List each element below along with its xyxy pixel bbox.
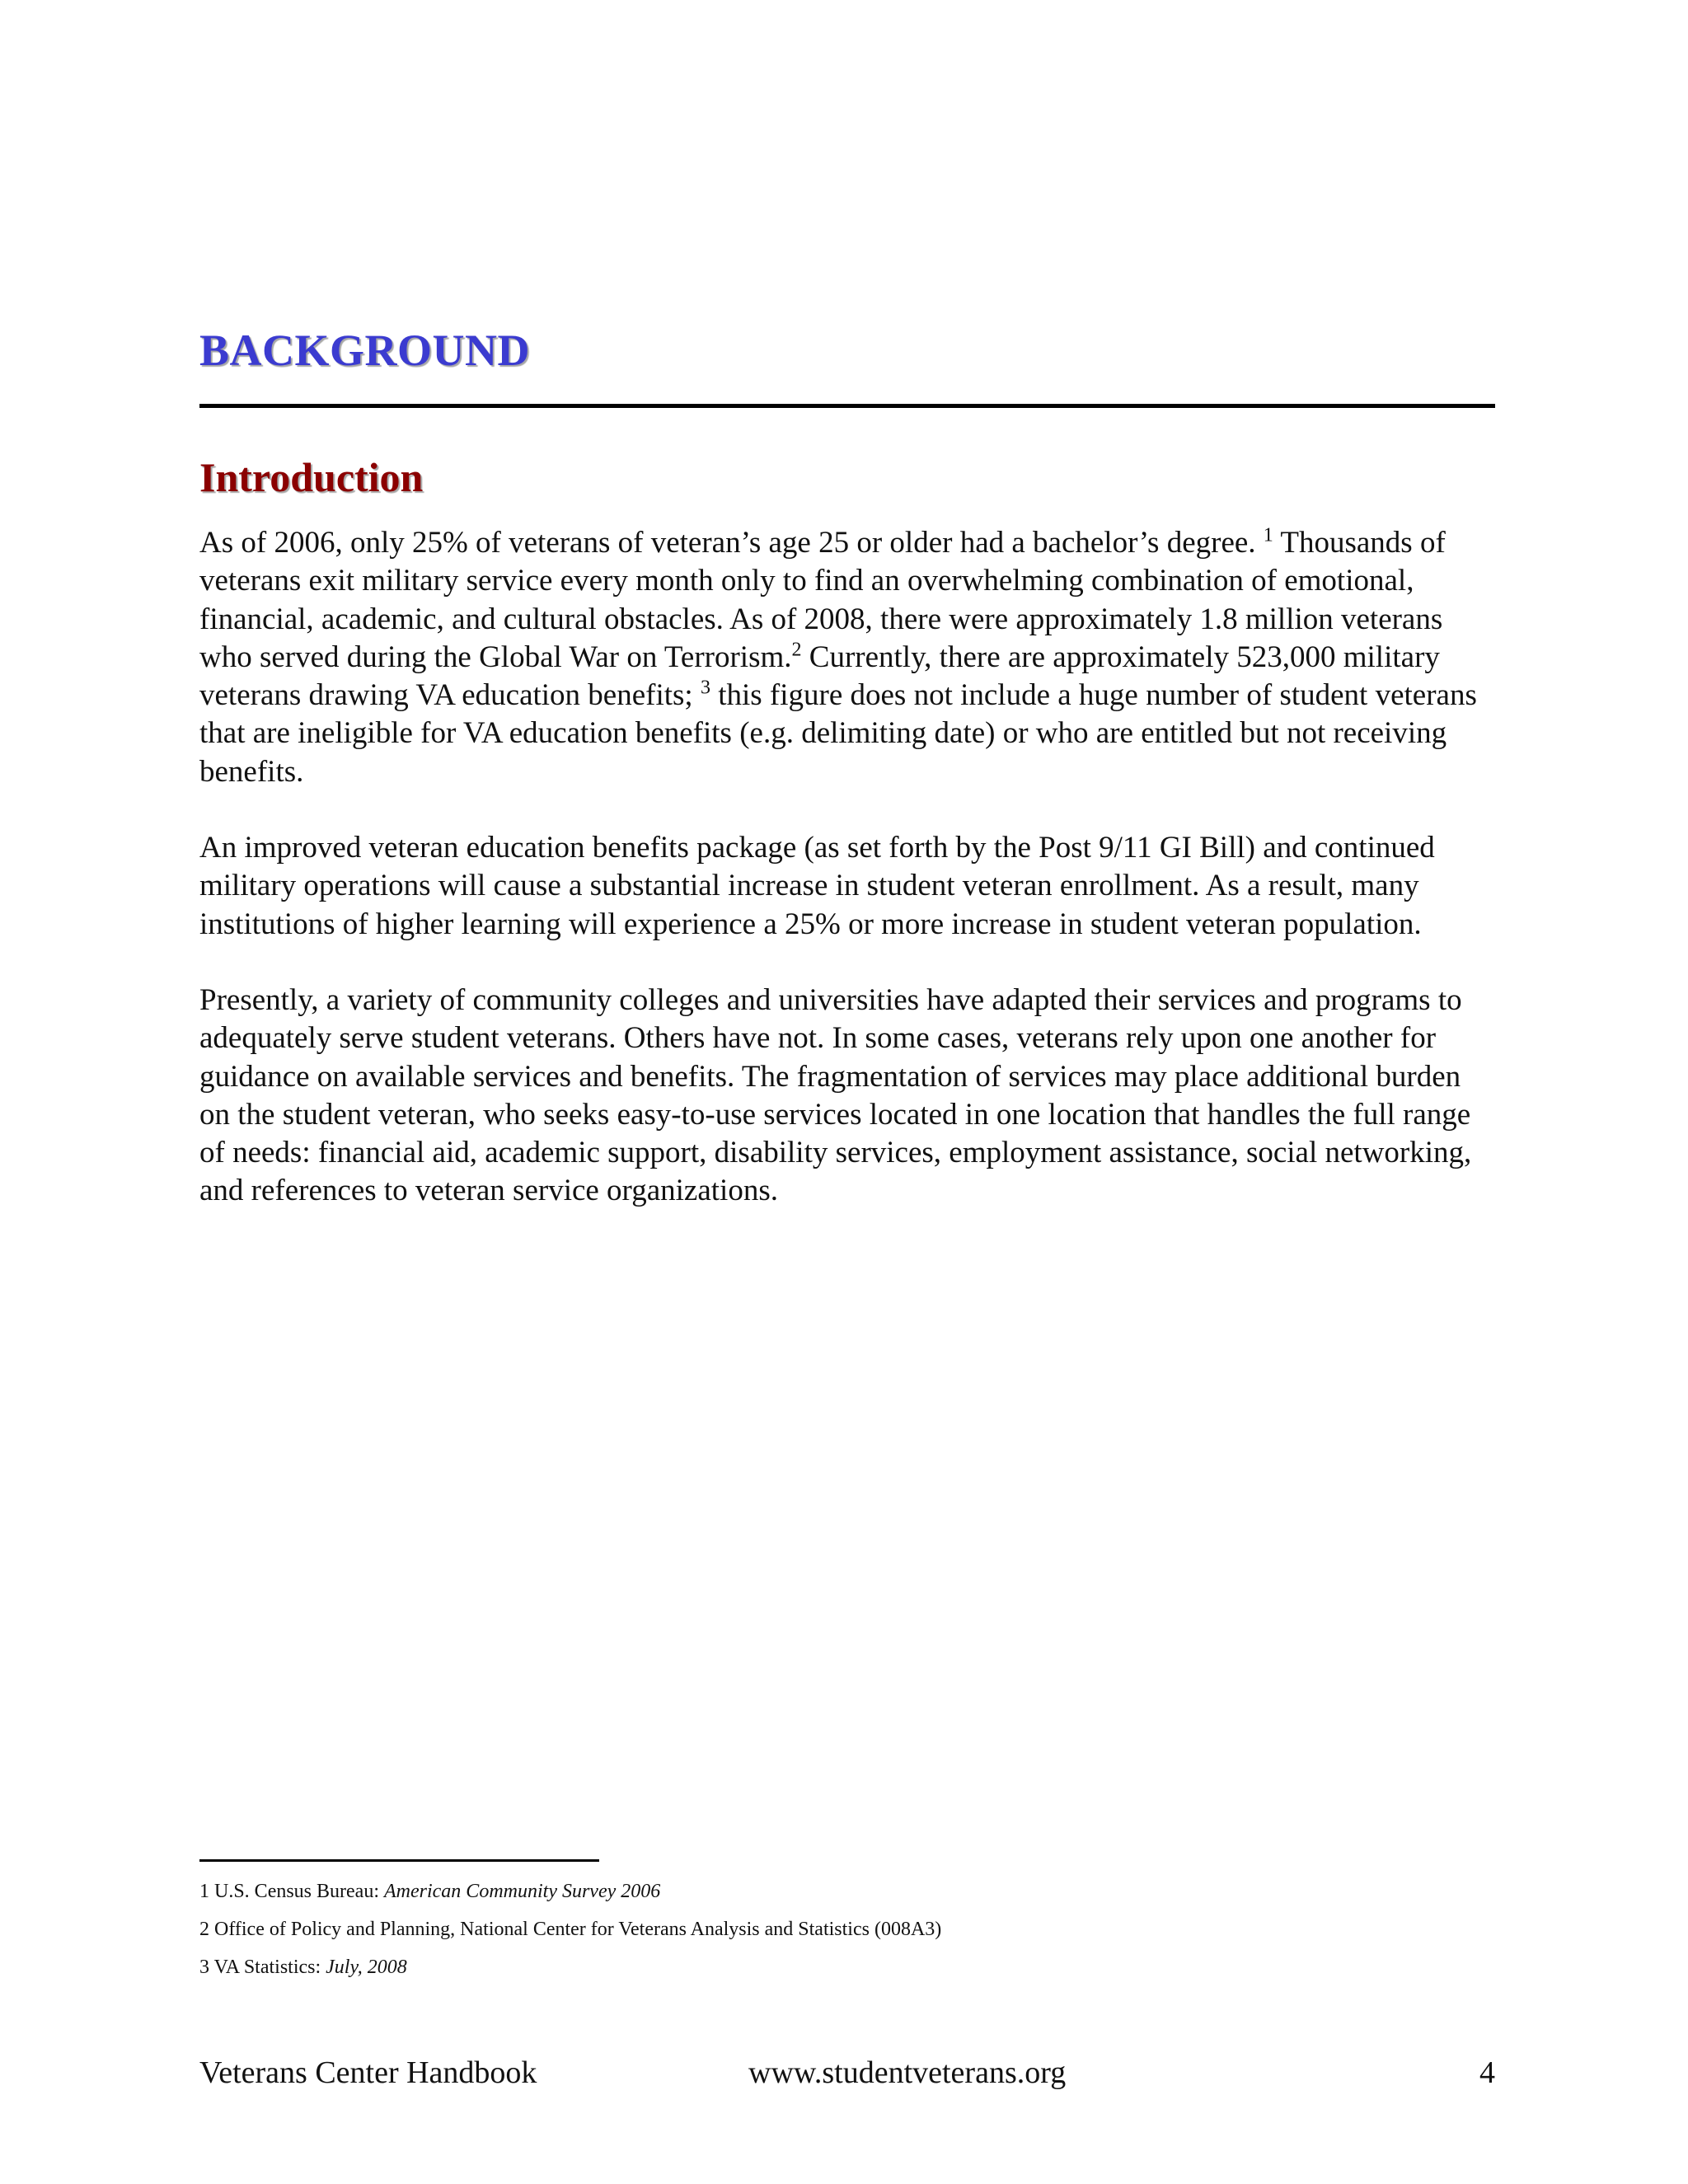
main-content: [199, 321, 1495, 1208]
footnote-ref-3: 3: [700, 677, 710, 699]
section-divider: [199, 404, 1495, 408]
paragraph-1-text-d: this figure does not include a huge number of student veterans that are ineligible for VA education benefits (e.g. delimiting date) or who are entitled but not receiving benefits.: [199, 678, 1477, 789]
body-text: [199, 524, 1495, 1249]
footer-title: Veterans Center Handbook: [199, 2055, 537, 2090]
page-number: 4: [1479, 2055, 1495, 2090]
page-footer: [199, 2052, 1495, 2093]
section-title: BACKGROUND: [199, 326, 531, 375]
footnote-ref-2: 2: [791, 639, 802, 661]
footnote-1-source: American Community Survey 2006: [384, 1881, 661, 1902]
paragraph-1-text-a: As of 2006, only 25% of veterans of veteran’s age 25 or older had a bachelor’s degree.: [199, 526, 1256, 560]
paragraph-3: Presently, a variety of community colleges and universities have adapted their services and programs to adequately serve student veterans. Others have not. In some cases, veterans rely upon one another for guidance on available services and benefits. The fragmentation of services may place additional burden on the student veteran, who seeks easy-to-use services located in one location that handles the full range of needs: financial aid, academic support, disability services, employment assistance, social networking, and references to veteran service organizations.: [199, 982, 1472, 1208]
footnote-2: [199, 1910, 1436, 1948]
footnote-1-text: 1 U.S. Census Bureau:: [199, 1881, 384, 1902]
footnote-3: [199, 1948, 1436, 1986]
footnotes: [199, 1872, 1436, 1986]
footnote-3-source: July, 2008: [326, 1957, 407, 1978]
footnote-3-text: 3 VA Statistics:: [199, 1957, 326, 1978]
paragraph-1: [199, 524, 1495, 791]
footnote-ref-1: 1: [1263, 524, 1273, 546]
footnote-1: [199, 1872, 1436, 1910]
footnote-2-text: 2 Office of Policy and Planning, National Center for Veterans Analysis and Statistics (008A3): [199, 1919, 942, 1940]
footer-website: www.studentveterans.org: [748, 2055, 1067, 2090]
paragraph-2: An improved veteran education benefits package (as set forth by the Post 9/11 GI Bill) and continued military operations will cause a substantial increase in student veteran enrollment. As a result, many institutions of higher learning will experience a 25% or more increase in student veteran population.: [199, 831, 1435, 941]
paragraph-1-text-b: Thousands of veterans exit military service every month only to find an overwhelming combination of emotional, financial, academic, and cultural obstacles. As of 2008, there were approximately 1.8 million veterans who served during the Global War on Terrorism.: [199, 526, 1446, 674]
paragraph-1-text-c: Currently, there are approximately 523,000 military veterans drawing VA education benefits;: [199, 640, 1440, 713]
footnote-divider: [199, 1859, 599, 1862]
subsection-title: Introduction: [199, 454, 424, 500]
